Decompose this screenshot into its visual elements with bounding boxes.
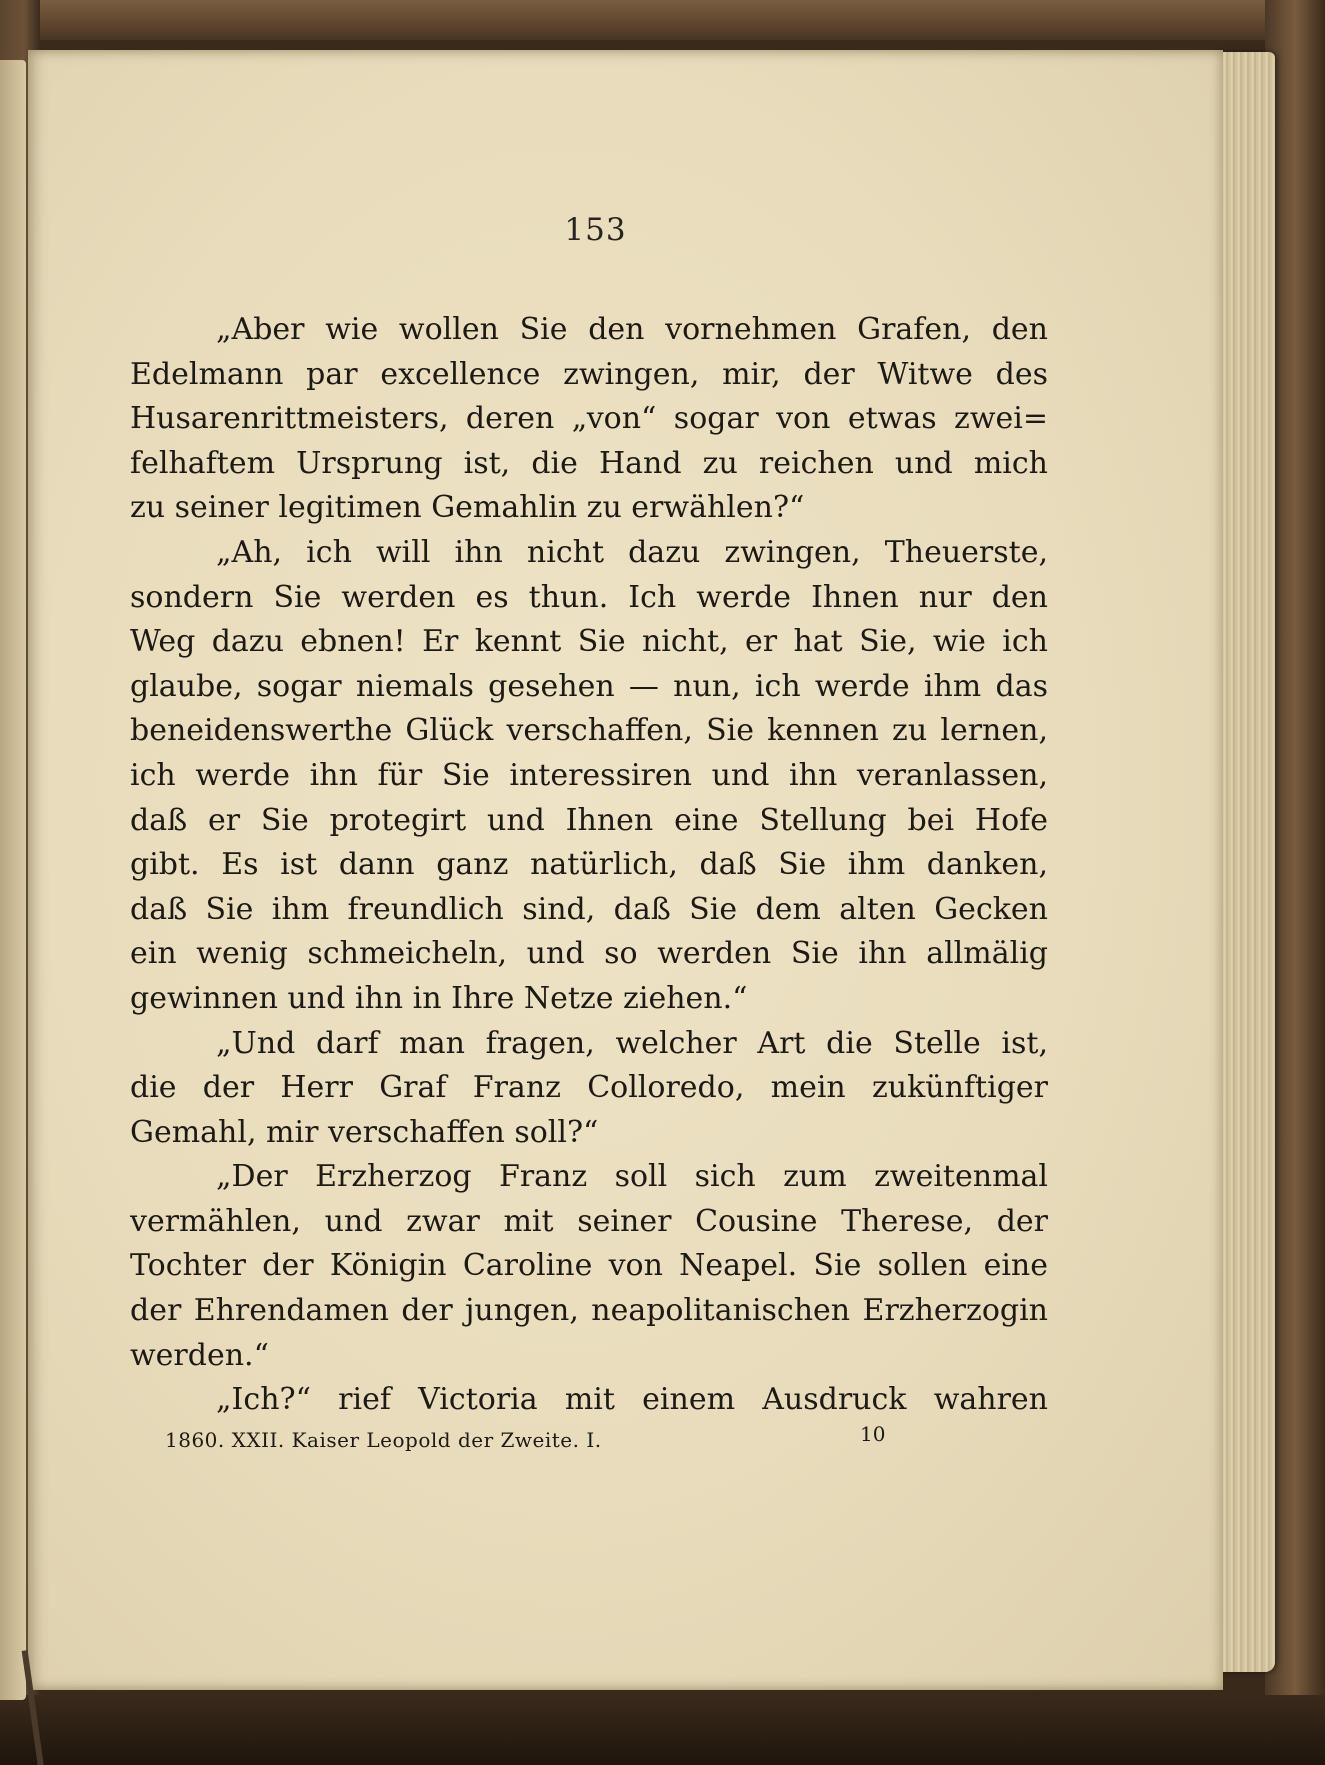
text-line: daß Sie ihm freundlich sind, daß Sie dem alten Gecken	[130, 891, 1048, 927]
text-line: sondern Sie werden es thun. Ich werde Ihnen nur den	[130, 579, 1048, 615]
text-line: Gemahl, mir verschaffen soll?“	[130, 1114, 599, 1150]
text-line: glaube, sogar niemals gesehen — nun, ich werde ihm das	[130, 668, 1048, 704]
text-line: „Aber wie wollen Sie den vornehmen Grafen, den	[216, 312, 1048, 347]
previous-page-edge	[0, 60, 26, 1700]
text-line: „Der Erzherzog Franz soll sich zum zweitenmal	[216, 1159, 1048, 1195]
text-line: ein wenig schmeicheln, und so werden Sie ihn allmälig	[130, 936, 1048, 972]
text-line: daß er Sie protegirt und Ihnen eine Stellung bei Hofe	[130, 802, 1048, 838]
text-line: gewinnen und ihn in Ihre Netze ziehen.“	[130, 980, 748, 1016]
page-body-text	[130, 308, 1048, 1423]
text-line: „Ich?“ rief Victoria mit einem Ausdruck wahren	[216, 1382, 1048, 1418]
text-line: zu seiner legitimen Gemahlin zu erwählen?“	[130, 490, 805, 526]
book-cover-bottom	[0, 1695, 1325, 1765]
text-line: Tochter der Königin Caroline von Neapel. Sie sollen eine	[130, 1248, 1048, 1284]
text-line: Edelmann par excellence zwingen, mir, der Witwe des	[130, 356, 1048, 392]
text-line: Husarenrittmeisters, deren „von“ sogar von etwas zwei=	[130, 401, 1048, 437]
text-line: „Und darf man fragen, welcher Art die Stelle ist,	[216, 1025, 1048, 1061]
text-line: Weg dazu ebnen! Er kennt Sie nicht, er hat Sie, wie ich	[130, 624, 1048, 660]
text-line: felhaftem Ursprung ist, die Hand zu reichen und mich	[130, 445, 1048, 481]
text-line: der Ehrendamen der jungen, neapolitanischen Erzherzogin	[130, 1293, 1048, 1329]
book-page	[28, 50, 1223, 1690]
sheet-number: 10	[860, 1422, 886, 1446]
page-number: 153	[564, 212, 627, 248]
text-line: ich werde ihn für Sie interessiren und ihn veranlassen,	[130, 757, 1048, 793]
page-stack-edges	[1215, 52, 1275, 1672]
text-line: „Ah, ich will ihn nicht dazu zwingen, Theuerste,	[216, 534, 1048, 570]
text-line: die der Herr Graf Franz Colloredo, mein zukünftiger	[130, 1070, 1048, 1106]
book-cover-top	[0, 0, 1325, 40]
printer-signature: 1860. XXII. Kaiser Leopold der Zweite. I.	[165, 1428, 602, 1452]
text-line: beneidenswerthe Glück verschaffen, Sie kennen zu lernen,	[130, 713, 1048, 749]
text-line: gibt. Es ist dann ganz natürlich, daß Sie ihm danken,	[130, 847, 1048, 883]
text-line: werden.“	[130, 1337, 269, 1373]
text-line: vermählen, und zwar mit seiner Cousine Therese, der	[130, 1203, 1048, 1239]
